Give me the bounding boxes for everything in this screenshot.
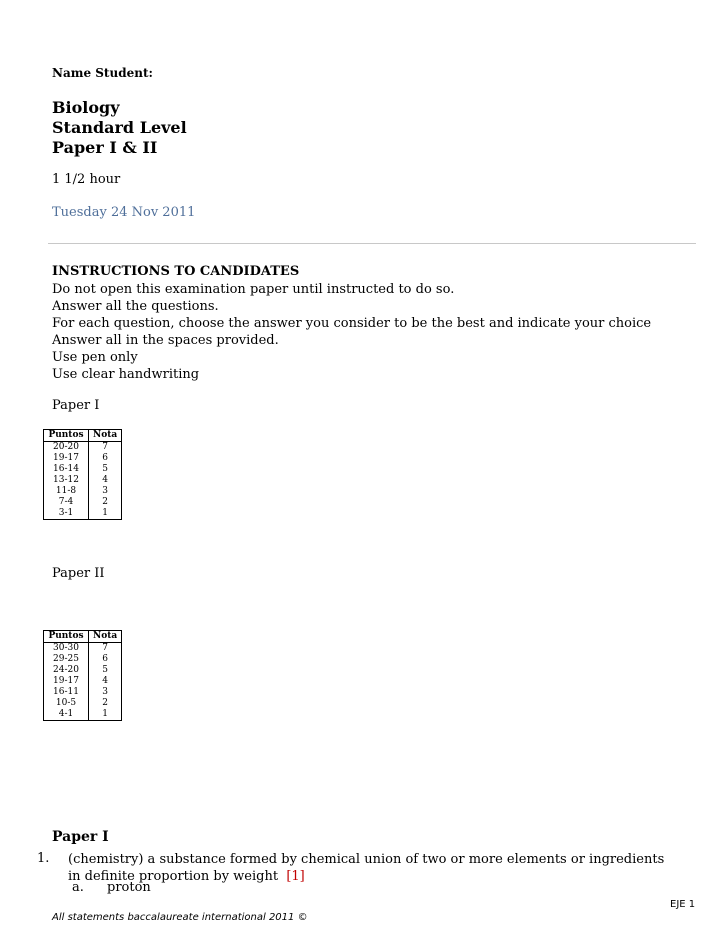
table-row [44, 508, 122, 520]
puntos-cell: 4-1 [44, 709, 89, 721]
level-title: Standard Level [52, 118, 187, 137]
puntos-cell: 11-8 [44, 486, 89, 497]
nota-cell: 1 [89, 508, 122, 520]
table-row [44, 698, 122, 709]
question-text: (chemistry) a substance formed by chemical union of two or more elements or ingredients in definite proportion by weight [68, 852, 665, 884]
option-letter: a. [72, 880, 84, 895]
paper1-label: Paper I [52, 398, 100, 413]
nota-cell: 7 [89, 442, 122, 454]
instruction-line: Do not open this examination paper until instructed to do so. [52, 282, 455, 297]
table-row [44, 665, 122, 676]
table-row [44, 497, 122, 508]
table-row [44, 453, 122, 464]
table-row [44, 486, 122, 497]
paper2-label: Paper II [52, 566, 105, 581]
instructions-list [52, 281, 651, 383]
nota-cell: 5 [89, 665, 122, 676]
exam-date: Tuesday 24 Nov 2011 [52, 205, 196, 220]
page-code: EJE 1 [670, 899, 696, 910]
nota-cell: 3 [89, 486, 122, 497]
nota-cell: 5 [89, 464, 122, 475]
puntos-cell: 20-20 [44, 442, 89, 454]
exam-duration: 1 1/2 hour [52, 172, 121, 187]
nota-cell: 4 [89, 475, 122, 486]
puntos-cell: 16-14 [44, 464, 89, 475]
table-header-nota: Nota [89, 631, 122, 643]
puntos-cell: 19-17 [44, 453, 89, 464]
header-divider [48, 243, 696, 244]
paper2-grade-table [43, 630, 122, 721]
paper-title: Paper I & II [52, 138, 158, 157]
puntos-cell: 13-12 [44, 475, 89, 486]
instruction-line: Use pen only [52, 350, 138, 365]
instruction-line: Answer all in the spaces provided. [52, 333, 279, 348]
puntos-cell: 3-1 [44, 508, 89, 520]
nota-cell: 4 [89, 676, 122, 687]
nota-cell: 1 [89, 709, 122, 721]
question-marks: [1] [286, 869, 305, 884]
question-section-heading: Paper I [52, 829, 109, 845]
option-text: proton [107, 880, 151, 895]
nota-cell: 6 [89, 453, 122, 464]
table-header-puntos: Puntos [44, 430, 89, 442]
puntos-cell: 29-25 [44, 654, 89, 665]
puntos-cell: 10-5 [44, 698, 89, 709]
instruction-line: Use clear handwriting [52, 367, 200, 382]
paper1-grade-table [43, 429, 122, 520]
footer-copyright: All statements baccalaureate international 2011 © [52, 912, 308, 923]
nota-cell: 6 [89, 654, 122, 665]
instructions-heading: INSTRUCTIONS TO CANDIDATES [52, 264, 300, 279]
table-row [44, 654, 122, 665]
table-header-nota: Nota [89, 430, 122, 442]
table-header-puntos: Puntos [44, 631, 89, 643]
nota-cell: 2 [89, 698, 122, 709]
instruction-line: Answer all the questions. [52, 299, 219, 314]
table-row [44, 464, 122, 475]
instruction-line: For each question, choose the answer you consider to be the best and indicate your choice [52, 316, 652, 331]
table-row [44, 643, 122, 655]
question-text-block [68, 851, 668, 885]
table-row [44, 475, 122, 486]
name-student-label: Name Student: [52, 66, 153, 80]
question-number: 1. [37, 851, 50, 866]
puntos-cell: 16-11 [44, 687, 89, 698]
subject-title: Biology [52, 98, 120, 117]
table-row [44, 676, 122, 687]
table-row [44, 709, 122, 721]
nota-cell: 3 [89, 687, 122, 698]
table-row [44, 687, 122, 698]
nota-cell: 2 [89, 497, 122, 508]
table-row [44, 442, 122, 454]
puntos-cell: 7-4 [44, 497, 89, 508]
puntos-cell: 24-20 [44, 665, 89, 676]
nota-cell: 7 [89, 643, 122, 655]
puntos-cell: 19-17 [44, 676, 89, 687]
puntos-cell: 30-30 [44, 643, 89, 655]
